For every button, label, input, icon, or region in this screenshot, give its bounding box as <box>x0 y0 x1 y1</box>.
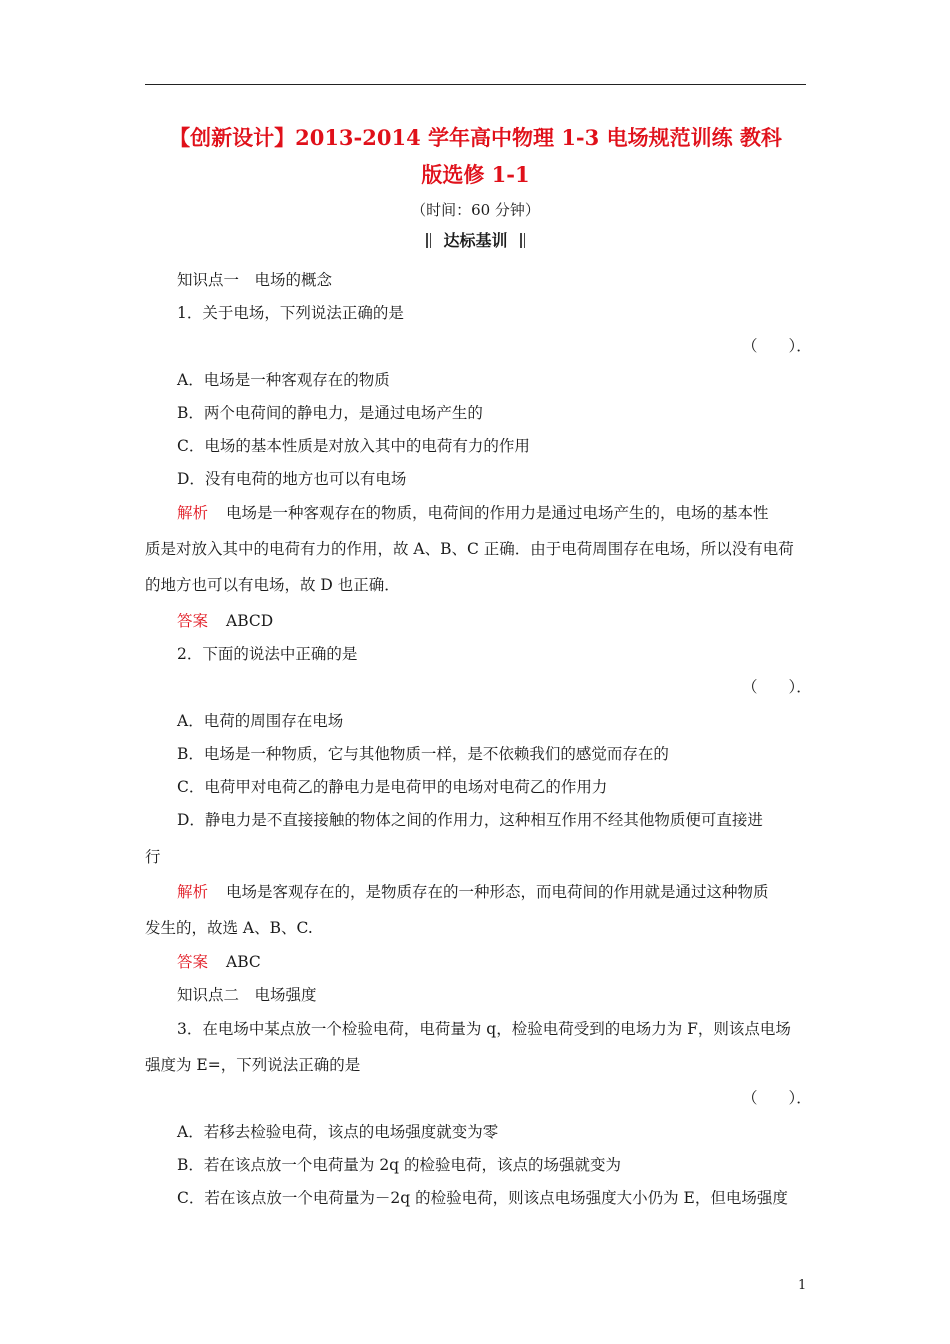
q2-option-a: A．电荷的周围存在电场 <box>177 712 344 730</box>
q2-explanation-label: 解析 <box>177 883 209 901</box>
section-bar-right-icon <box>520 233 525 248</box>
section-heading <box>145 228 806 251</box>
q2-answer <box>177 950 261 972</box>
time-limit: （时间：60 分钟） <box>411 201 540 219</box>
q2-option-c: C．电荷甲对电荷乙的静电力是电荷甲的电场对电荷乙的作用力 <box>177 778 608 796</box>
q2-answer-value: ABC <box>226 953 261 971</box>
document-title-line-1: 【创新设计】2013-2014 学年高中物理 1-3 电场规范训练 教科 <box>169 125 782 150</box>
q1-stem: 1．关于电场，下列说法正确的是 <box>177 304 404 322</box>
q2-option-b: B．电场是一种物质，它与其他物质一样，是不依赖我们的感觉而存在的 <box>177 745 669 763</box>
q2-answer-label: 答案 <box>177 953 209 971</box>
q1-answer <box>177 609 273 631</box>
page-number: 1 <box>798 1278 807 1293</box>
q3-option-b: B．若在该点放一个电荷量为 2q 的检验电荷，该点的场强就变为 <box>177 1156 622 1174</box>
q1-answer-blank: （ ）． <box>742 337 812 355</box>
q3-answer-blank: （ ）． <box>742 1089 812 1107</box>
header-rule <box>145 84 806 85</box>
q1-explanation-line-2: 质是对放入其中的电荷有力的作用，故 A、B、C 正确．由于电荷周围存在电场，所以没有电荷 <box>145 540 794 558</box>
q2-explanation-text: 电场是客观存在的，是物质存在的一种形态，而电荷间的作用就是通过这种物质 <box>226 883 769 901</box>
q1-answer-label: 答案 <box>177 612 209 630</box>
q1-option-d: D．没有电荷的地方也可以有电场 <box>177 470 407 488</box>
q1-option-c: C．电场的基本性质是对放入其中的电荷有力的作用 <box>177 437 530 455</box>
q3-option-a: A．若移去检验电荷，该点的电场强度就变为零 <box>177 1123 499 1141</box>
q2-explanation-line-2: 发生的，故选 A、B、C. <box>145 919 313 937</box>
q1-explanation-line-1 <box>177 501 769 523</box>
q3-option-c: C．若在该点放一个电荷量为－2q 的检验电荷，则该点电场强度大小仍为 E，但电场强度 <box>177 1189 788 1207</box>
section-bar-left-icon <box>426 233 431 248</box>
q1-option-b: B．两个电荷间的静电力，是通过电场产生的 <box>177 404 483 422</box>
section-heading-text: 达标基训 <box>443 231 508 250</box>
knowledge-point-2: 知识点二 电场强度 <box>177 986 317 1004</box>
q2-explanation-line-1 <box>177 880 769 902</box>
q2-stem: 2．下面的说法中正确的是 <box>177 645 358 663</box>
q3-stem-line-2: 强度为 E=，下列说法正确的是 <box>145 1056 361 1074</box>
q2-answer-blank: （ ）． <box>742 678 812 696</box>
q1-answer-value: ABCD <box>226 612 274 630</box>
q2-option-d-line-2: 行 <box>145 848 161 866</box>
knowledge-point-1: 知识点一 电场的概念 <box>177 271 333 289</box>
q1-explanation-text: 电场是一种客观存在的物质，电荷间的作用力是通过电场产生的，电场的基本性 <box>226 504 769 522</box>
q3-stem-line-1: 3．在电场中某点放一个检验电荷，电荷量为 q，检验电荷受到的电场力为 F，则该点电场 <box>177 1020 791 1038</box>
q2-option-d-line-1: D．静电力是不直接接触的物体之间的作用力，这种相互作用不经其他物质便可直接进 <box>177 811 763 829</box>
q1-explanation-line-3: 的地方也可以有电场，故 D 也正确． <box>145 576 400 594</box>
document-title-line-2: 版选修 1-1 <box>421 162 530 187</box>
q1-explanation-label: 解析 <box>177 504 209 522</box>
q1-option-a: A．电场是一种客观存在的物质 <box>177 371 390 389</box>
